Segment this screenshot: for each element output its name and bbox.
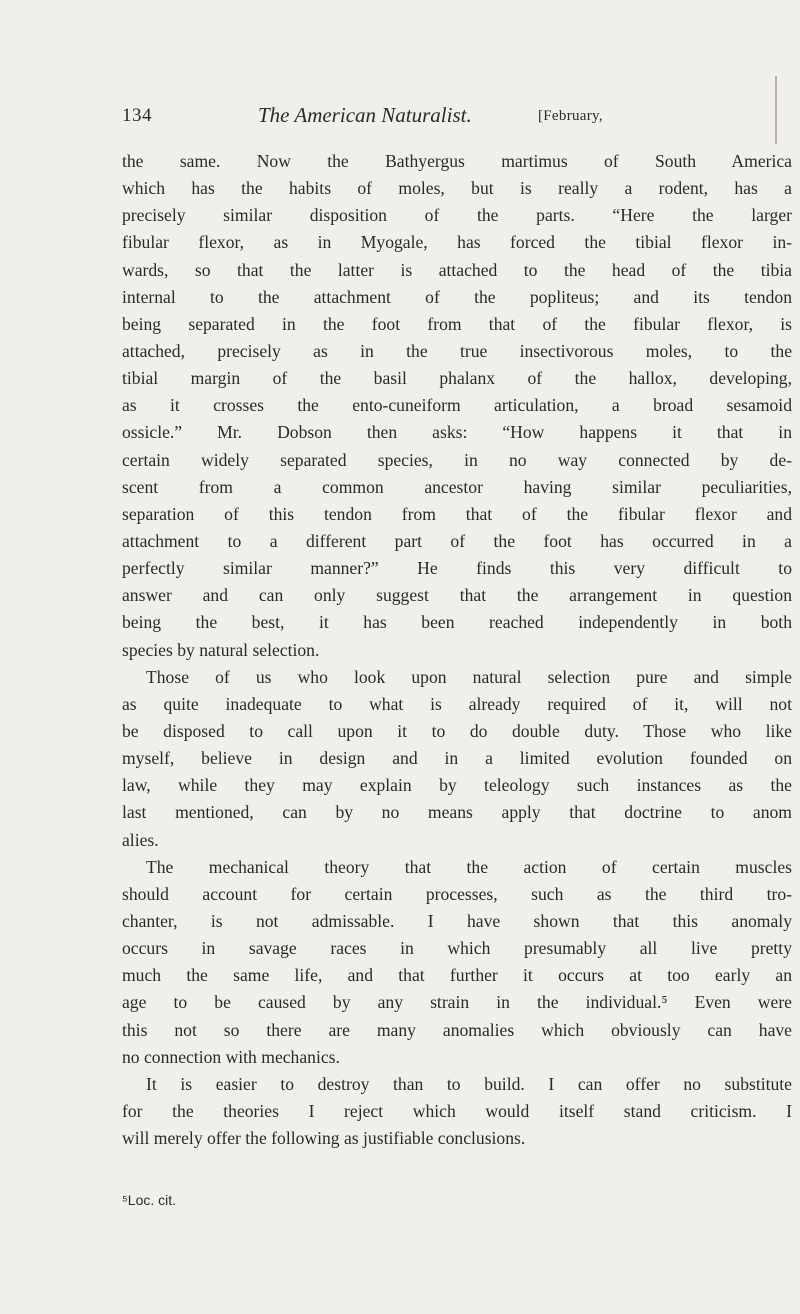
text-line: internal to the attachment of the popliteus; and its tendon xyxy=(122,286,792,307)
text-line: scent from a common ancestor having similar peculiarities, xyxy=(122,476,792,497)
text-line: alies. xyxy=(122,829,159,850)
text-line: this not so there are many anomalies which obviously can have xyxy=(122,1019,792,1040)
text-line: certain widely separated species, in no way connected by de- xyxy=(122,449,792,470)
text-line: will merely offer the following as justifiable conclusions. xyxy=(122,1128,526,1149)
text-line: law, while they may explain by teleology such instances as the xyxy=(122,775,792,796)
text-line: chanter, is not admissable. I have shown that this anomaly xyxy=(122,910,792,931)
text-line: attachment to a different part of the foot has occurred in a xyxy=(122,530,792,551)
margin-mark xyxy=(775,76,777,144)
text-line: for the theories I reject which would itself stand criticism. I xyxy=(122,1100,792,1121)
text-line: occurs in savage races in which presumably all live pretty xyxy=(122,938,792,959)
running-head-title: The American Naturalist. xyxy=(258,103,472,127)
footnote: ⁵Loc. cit. xyxy=(122,1192,177,1208)
text-line: which has the habits of moles, but is really a rodent, has a xyxy=(122,178,792,199)
text-line: as it crosses the ento-cuneiform articulation, a broad sesamoid xyxy=(122,395,792,416)
text-line: precisely similar disposition of the parts. “Here the larger xyxy=(122,205,792,226)
page-number: 134 xyxy=(122,105,152,126)
text-line: species by natural selection. xyxy=(122,639,320,660)
body-text xyxy=(122,148,792,1152)
text-line: much the same life, and that further it occurs at too early an xyxy=(122,965,792,986)
text-line: should account for certain processes, such as the third tro- xyxy=(122,883,792,904)
text-line: as quite inadequate to what is already required of it, will not xyxy=(122,693,792,714)
running-head-month: [February, xyxy=(538,108,603,124)
text-line: age to be caused by any strain in the individual.⁵ Even were xyxy=(122,992,792,1013)
text-line: the same. Now the Bathyergus martimus of South America xyxy=(122,151,792,171)
text-line: perfectly similar manner?” He finds this very difficult to xyxy=(122,558,792,579)
text-line: The mechanical theory that the action of certain muscles xyxy=(146,856,792,877)
text-line: It is easier to destroy than to build. I can offer no substitute xyxy=(146,1073,792,1094)
text-line: tibial margin of the basil phalanx of the hallox, developing, xyxy=(122,368,792,389)
text-line: wards, so that the latter is attached to the head of the tibia xyxy=(122,259,792,280)
text-line: fibular flexor, as in Myogale, has forced the tibial flexor in- xyxy=(122,232,792,253)
text-line: no connection with mechanics. xyxy=(122,1046,340,1067)
text-line: last mentioned, can by no means apply that doctrine to anom xyxy=(122,802,792,823)
text-line: attached, precisely as in the true insectivorous moles, to the xyxy=(122,340,792,361)
text-line: answer and can only suggest that the arrangement in question xyxy=(122,585,792,606)
text-line: myself, believe in design and in a limited evolution founded on xyxy=(122,748,792,769)
text-line: being separated in the foot from that of the fibular flexor, is xyxy=(122,313,792,334)
text-line: ossicle.” Mr. Dobson then asks: “How happens it that in xyxy=(122,422,792,443)
text-line: separation of this tendon from that of the fibular flexor and xyxy=(122,503,792,524)
text-line: be disposed to call upon it to do double duty. Those who like xyxy=(122,720,792,741)
text-line: being the best, it has been reached independently in both xyxy=(122,612,792,633)
text-line: Those of us who look upon natural selection pure and simple xyxy=(146,666,792,687)
